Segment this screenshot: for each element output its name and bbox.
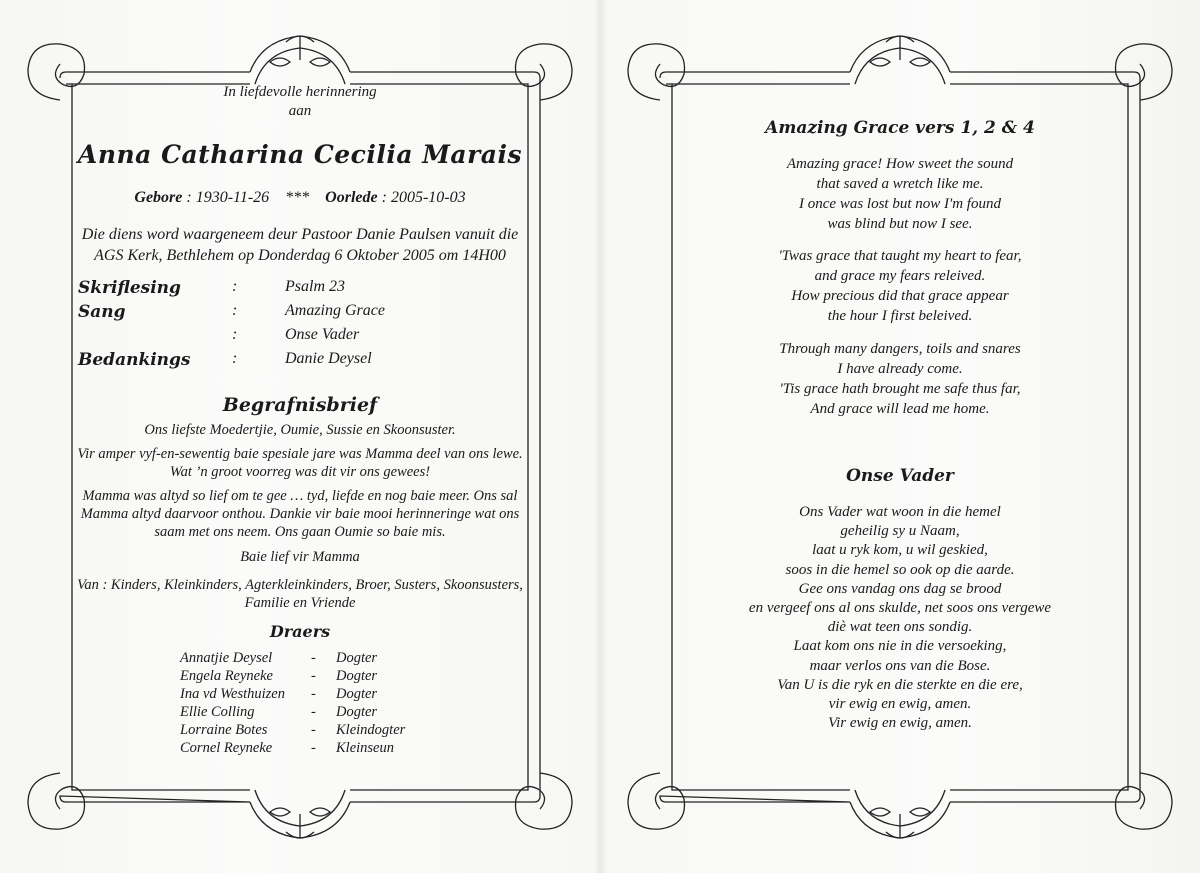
prayer-line: geheilig sy u Naam, — [840, 523, 960, 540]
hymn-line: 'Tis grace hath brought me safe thus far, — [779, 381, 1021, 397]
bearer-name: Annatjie Deysel — [180, 650, 273, 666]
letter-paragraph-2 — [70, 445, 530, 481]
prayer-line: Vir ewig en ewig, amen. — [828, 715, 972, 732]
letter-heading: Begrafnisbrief — [222, 394, 378, 416]
hymn-line: was blind but now I see. — [827, 216, 973, 232]
bearer-relation: Kleinseun — [336, 740, 394, 756]
letter-line: Mamma was altyd so lief om te gee … tyd, liefde en nog baie meer. Ons sal — [82, 488, 518, 504]
bearer-dash: - — [311, 650, 316, 666]
letter-line: Familie en Vriende — [244, 595, 356, 611]
prayer-line: Laat kom ons nie in die versoeking, — [793, 638, 1007, 655]
prayer-line: soos in die hemel so ook op die aarde. — [785, 561, 1015, 578]
intro-line-1: In liefdevolle herinnering — [223, 84, 377, 100]
died-date: 2005-10-03 — [390, 189, 466, 206]
bearer-name: Cornel Reyneke — [180, 740, 273, 756]
bearer-relation: Dogter — [336, 686, 378, 702]
born-date: 1930-11-26 — [195, 189, 270, 206]
bearer-name: Lorraine Botes — [180, 722, 268, 738]
prayer-line: en vergeef ons al ons skulde, net soos ons vergewe — [748, 600, 1052, 617]
intro — [0, 83, 600, 121]
prayer-line: Ons Vader wat woon in die hemel — [799, 504, 1001, 520]
bearer-row — [180, 722, 440, 740]
letter-line: Vir amper vyf-en-sewentig baie spesiale jare was Mamma deel van ons lewe. — [77, 446, 523, 462]
letter-paragraph-3 — [70, 487, 530, 541]
born-label: Gebore — [134, 189, 183, 206]
programme-label: Bedankings — [78, 350, 191, 370]
programme-label: Sang — [78, 302, 126, 322]
prayer-line: Van U is die ryk en die sterkte en die ere, — [777, 676, 1023, 693]
programme-label: Skriflesing — [78, 278, 181, 298]
programme-colon: : — [232, 326, 238, 343]
bearer-dash: - — [311, 740, 316, 756]
hymn-line: And grace will lead me home. — [810, 401, 990, 417]
intro-line-2: aan — [288, 103, 312, 119]
prayer-line: maar verlos ons van die Bose. — [809, 657, 991, 674]
hymn-line: I have already come. — [837, 361, 963, 377]
service-details — [70, 224, 530, 266]
hymn-line: How precious did that grace appear — [791, 288, 1009, 304]
programme-value: Onse Vader — [285, 326, 360, 343]
hymn-line: 'Twas grace that taught my heart to fear, — [778, 248, 1022, 264]
bearers-heading: Draers — [269, 622, 331, 641]
deceased-name: Anna Catharina Cecilia Marais — [77, 140, 523, 169]
prayer-text — [600, 503, 1200, 733]
programme-colon: : — [232, 350, 238, 367]
letter-paragraph-5 — [70, 576, 530, 612]
hymn-line: I once was lost but now I'm found — [799, 196, 1001, 212]
programme-value: Psalm 23 — [285, 278, 345, 295]
hymn-line: and grace my fears releived. — [814, 268, 986, 284]
hymn-line: Amazing grace! How sweet the sound — [786, 156, 1014, 172]
right-panel — [600, 0, 1200, 873]
programme-row — [78, 278, 498, 302]
bearer-row — [180, 704, 440, 722]
letter-line: Van : Kinders, Kleinkinders, Agterkleinkinders, Broer, Susters, Skoonsusters, — [77, 577, 523, 593]
bearer-name: Engela Reyneke — [180, 668, 273, 684]
letter-line: Wat ’n groot voorreg was dit vir ons gewees! — [169, 464, 431, 480]
bearer-name: Ina vd Westhuizen — [180, 686, 285, 702]
bearer-row — [180, 650, 440, 668]
hymn-stanza-1 — [600, 154, 1200, 234]
letter-paragraph-4: Baie lief vir Mamma — [240, 549, 360, 565]
life-dates: Gebore : 1930-11-26 *** Oorlede : 2005-10-03 — [134, 189, 466, 206]
letter-line: saam met ons neem. Ons gaan Oumie so baie mis. — [154, 524, 446, 540]
bearer-row — [180, 668, 440, 686]
programme-row — [78, 326, 498, 350]
programme-colon: : — [232, 278, 238, 295]
bearer-dash: - — [311, 704, 316, 720]
bearer-relation: Dogter — [336, 650, 378, 666]
programme-row — [78, 302, 498, 326]
bearer-row — [180, 740, 440, 758]
hymn-line: that saved a wretch like me. — [816, 176, 984, 192]
service-line-2: AGS Kerk, Bethlehem op Donderdag 6 Oktober 2005 om 14H00 — [94, 247, 506, 264]
hymn-line: Through many dangers, toils and snares — [779, 341, 1021, 357]
hymn-stanza-2 — [600, 246, 1200, 326]
hymn-line: the hour I first beleived. — [827, 308, 973, 324]
letter-line: Mamma altyd daarvoor onthou. Dankie vir baie mooi herinneringe wat ons — [80, 506, 520, 522]
prayer-line: diè wat teen ons sondig. — [827, 619, 973, 636]
bearer-relation: Kleindogter — [336, 722, 406, 738]
amazing-grace-heading: Amazing Grace vers 1, 2 & 4 — [765, 118, 1035, 138]
programme-value: Danie Deysel — [285, 350, 372, 367]
bearer-relation: Dogter — [336, 704, 378, 720]
programme-colon: : — [232, 302, 238, 319]
hymn-stanza-3 — [600, 339, 1200, 419]
prayer-line: Gee ons vandag ons dag se brood — [798, 580, 1002, 597]
died-label: Oorlede — [325, 189, 378, 206]
bearer-name: Ellie Colling — [180, 704, 255, 720]
programme-value: Amazing Grace — [285, 302, 385, 319]
programme-row — [78, 350, 498, 374]
onse-vader-heading: Onse Vader — [846, 466, 954, 486]
bearer-row — [180, 686, 440, 704]
date-separator: *** — [285, 189, 310, 206]
bearer-dash: - — [311, 686, 316, 702]
service-line-1: Die diens word waargeneem deur Pastoor Danie Paulsen vanuit die — [81, 226, 519, 243]
bearer-relation: Dogter — [336, 668, 378, 684]
letter-paragraph-1: Ons liefste Moedertjie, Oumie, Sussie en Skoonsuster. — [144, 422, 456, 438]
bearer-dash: - — [311, 668, 316, 684]
bearer-dash: - — [311, 722, 316, 738]
prayer-line: laat u ryk kom, u wil geskied, — [812, 542, 988, 559]
prayer-line: vir ewig en ewig, amen. — [828, 696, 972, 713]
